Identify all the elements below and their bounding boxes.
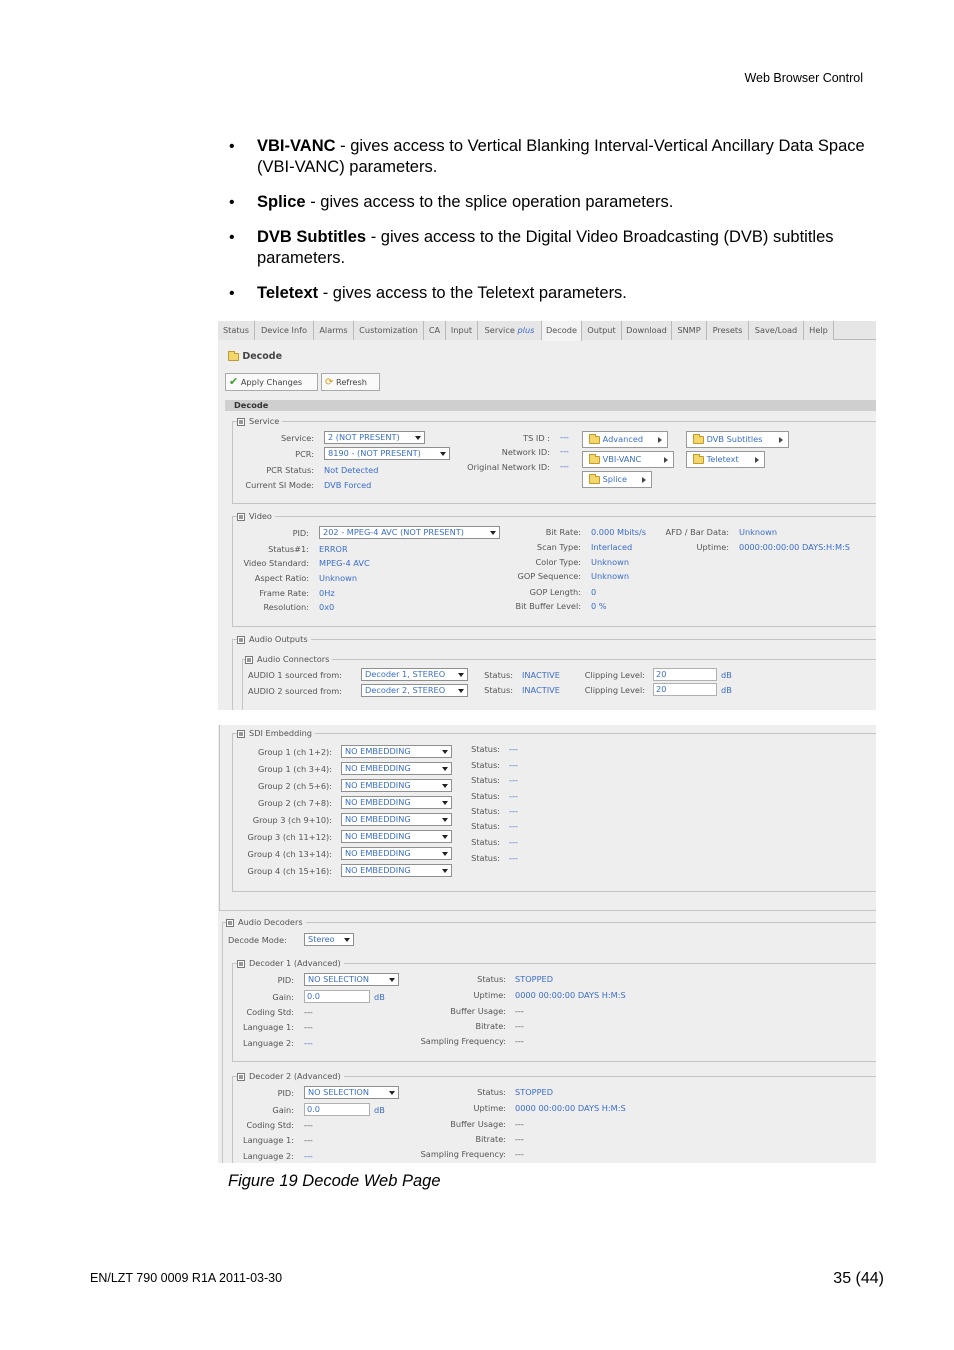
refresh-button[interactable]: ⟳ Refresh	[321, 373, 380, 391]
folder-icon	[693, 456, 704, 464]
ts-id-label: TS ID :	[523, 433, 550, 443]
vbi-vanc-button[interactable]: VBI-VANC	[582, 451, 674, 468]
video-standard-value: MPEG-4 AVC	[319, 558, 370, 568]
dropdown-arrow-icon	[490, 531, 496, 535]
audio2-source-select[interactable]: Decoder 2, STEREO	[361, 684, 468, 697]
resolution-label: Resolution:	[263, 602, 309, 612]
dropdown-arrow-icon	[442, 750, 448, 754]
decode-screenshot-bottom	[218, 725, 876, 1163]
audio2-status-label: Status:	[484, 685, 513, 695]
decoder-buffer-usage-value: ---	[515, 1119, 524, 1129]
decoder-status-label: Status:	[477, 974, 506, 984]
collapse-icon[interactable]	[226, 919, 234, 927]
sdi-status-label: Status:	[471, 775, 500, 785]
decoder-language2-label: Language 2:	[243, 1151, 294, 1161]
sdi-status-label: Status:	[471, 791, 500, 801]
decoder-pid-select[interactable]: NO SELECTION	[304, 973, 399, 986]
service-label: Service:	[280, 433, 314, 443]
dropdown-arrow-icon	[442, 869, 448, 873]
audio2-source-label: AUDIO 2 sourced from:	[248, 686, 342, 696]
gop-sequence-value: Unknown	[591, 571, 630, 581]
dropdown-arrow-icon	[389, 978, 395, 982]
check-icon: ✔	[229, 375, 239, 388]
dropdown-arrow-icon	[458, 673, 464, 677]
sdi-status-value: ---	[509, 837, 518, 847]
bullet-dvb-subtitles: • DVB Subtitles - gives access to the Digital Video Broadcasting (DVB) subtitles parameters.	[229, 227, 879, 269]
decode-screenshot-top	[218, 321, 876, 710]
footer-page-number: 35 (44)	[833, 1270, 884, 1287]
dropdown-arrow-icon	[442, 801, 448, 805]
dvb-subtitles-button[interactable]: DVB Subtitles	[686, 431, 789, 448]
decoder-gain-label: Gain:	[272, 1105, 294, 1115]
sdi-group-select[interactable]: NO EMBEDDING	[341, 813, 452, 826]
decoder-status-label: Status:	[477, 1087, 506, 1097]
decoder-buffer-usage-label: Buffer Usage:	[450, 1119, 506, 1129]
decoder-gain-input[interactable]: 0.0	[304, 1103, 370, 1116]
decoder-gain-label: Gain:	[272, 992, 294, 1002]
decode-mode-label: Decode Mode:	[228, 935, 287, 945]
sdi-status-value: ---	[509, 806, 518, 816]
decode-mode-select[interactable]: Stereo	[304, 933, 354, 946]
tab-help[interactable]: Help	[804, 321, 834, 340]
video-uptime-value: 0000:00:00:00 DAYS:H:M:S	[739, 542, 850, 552]
gop-length-value: 0	[591, 587, 597, 597]
audio2-status-value: INACTIVE	[522, 685, 560, 695]
decoder-status-value: STOPPED	[515, 974, 553, 984]
video-standard-label: Video Standard:	[243, 558, 309, 568]
sdi-group-label: Group 4 (ch 15+16):	[247, 866, 332, 876]
decoder-uptime-value: 0000 00:00:00 DAYS H:M:S	[515, 1103, 626, 1113]
dropdown-arrow-icon	[442, 852, 448, 856]
si-mode-value: DVB Forced	[324, 480, 372, 490]
video-uptime-label: Uptime:	[696, 542, 729, 552]
bit-rate-value: 0.000 Mbits/s	[591, 527, 647, 537]
audio2-clipping-unit: dB	[721, 685, 732, 695]
decoder-language2-value: ---	[304, 1038, 313, 1048]
collapse-icon[interactable]	[237, 513, 245, 521]
sdi-status-value: ---	[509, 760, 518, 770]
collapse-icon[interactable]	[245, 656, 253, 664]
resolution-value: 0x0	[319, 602, 335, 612]
bullet-list	[229, 136, 879, 318]
arrow-right-icon	[658, 437, 662, 443]
frame-rate-label: Frame Rate:	[259, 588, 309, 598]
sdi-group-label: Group 3 (ch 11+12):	[247, 832, 332, 842]
sdi-group-label: Group 1 (ch 3+4):	[257, 764, 332, 774]
sdi-status-label: Status:	[471, 760, 500, 770]
decoder-gain-input[interactable]: 0.0	[304, 990, 370, 1003]
audio1-source-select[interactable]: Decoder 1, STEREO	[361, 668, 468, 681]
tab-ca[interactable]: CA	[424, 321, 446, 340]
audio1-status-label: Status:	[484, 670, 513, 680]
audio1-source-label: AUDIO 1 sourced from:	[248, 670, 342, 680]
sdi-group-label: Group 1 (ch 1+2):	[257, 747, 332, 757]
decoder-language2-value: ---	[304, 1151, 313, 1161]
decoder-bitrate-label: Bitrate:	[475, 1134, 506, 1144]
decoder-language2-label: Language 2:	[243, 1038, 294, 1048]
dropdown-arrow-icon	[344, 938, 350, 942]
decoder-legend: Decoder 2 (Advanced)	[237, 1071, 344, 1081]
audio1-status-value: INACTIVE	[522, 670, 560, 680]
bit-buffer-level-value: 0 %	[591, 601, 607, 611]
sdi-group-label: Group 4 (ch 13+14):	[247, 849, 332, 859]
sdi-group-select[interactable]: NO EMBEDDING	[341, 830, 452, 843]
frame-rate-value: 0Hz	[319, 588, 335, 598]
dropdown-arrow-icon	[389, 1091, 395, 1095]
service-legend: Service	[237, 416, 282, 426]
video-status-label: Status#1:	[268, 544, 309, 554]
collapse-icon[interactable]	[237, 730, 245, 738]
color-type-value: Unknown	[591, 557, 630, 567]
sdi-group-select[interactable]: NO EMBEDDING	[341, 762, 452, 775]
decoder-coding-value: ---	[304, 1120, 313, 1130]
decoder-status-value: STOPPED	[515, 1087, 553, 1097]
sdi-group-label: Group 2 (ch 7+8):	[257, 798, 332, 808]
sdi-group-select[interactable]: NO EMBEDDING	[341, 796, 452, 809]
scan-type-value: Interlaced	[591, 542, 633, 552]
sdi-status-label: Status:	[471, 837, 500, 847]
decoder-coding-label: Coding Std:	[246, 1007, 294, 1017]
pcr-status-value: Not Detected	[324, 465, 379, 475]
dropdown-arrow-icon	[442, 767, 448, 771]
sdi-group-select[interactable]: NO EMBEDDING	[341, 779, 452, 792]
decoder-coding-value: ---	[304, 1007, 313, 1017]
pcr-select[interactable]: 8190 - (NOT PRESENT)	[324, 447, 450, 460]
dropdown-arrow-icon	[440, 452, 446, 456]
sdi-embedding-legend: SDI Embedding	[237, 728, 315, 738]
tab-presets[interactable]: Presets	[707, 321, 749, 340]
tab-output[interactable]: Output	[582, 321, 622, 340]
gop-sequence-label: GOP Sequence:	[517, 571, 581, 581]
sdi-group-label: Group 3 (ch 9+10):	[252, 815, 332, 825]
folder-icon	[693, 436, 704, 444]
decoder-sampling-frequency-label: Sampling Frequency:	[420, 1149, 506, 1159]
audio-connectors-legend: Audio Connectors	[245, 654, 332, 664]
tab-snmp[interactable]: SNMP	[672, 321, 707, 340]
audio1-clipping-unit: dB	[721, 670, 732, 680]
decoder-legend: Decoder 1 (Advanced)	[237, 958, 344, 968]
tab-alarms[interactable]: Alarms	[314, 321, 354, 340]
audio2-clipping-input[interactable]: 20	[653, 683, 717, 696]
tab-device-info[interactable]: Device Info	[255, 321, 314, 340]
sdi-group-select[interactable]: NO EMBEDDING	[341, 847, 452, 860]
decoder-language1-value: ---	[304, 1135, 313, 1145]
decoder-pid-label: PID:	[277, 975, 294, 985]
decoder-language1-value: ---	[304, 1022, 313, 1032]
ts-id-value: ---	[560, 432, 569, 442]
dropdown-arrow-icon	[442, 835, 448, 839]
collapse-icon[interactable]	[237, 1073, 245, 1081]
sdi-status-value: ---	[509, 744, 518, 754]
original-network-id-value: ---	[560, 461, 569, 471]
apply-changes-button[interactable]: ✔ Apply Changes	[225, 373, 318, 391]
figure-caption: Figure 19 Decode Web Page	[228, 1172, 441, 1190]
arrow-right-icon	[642, 477, 646, 483]
sdi-group-select[interactable]: NO EMBEDDING	[341, 864, 452, 877]
audio-outputs-legend: Audio Outputs	[237, 634, 311, 644]
sdi-group-select[interactable]: NO EMBEDDING	[341, 745, 452, 758]
bullet-teletext: • Teletext - gives access to the Teletext parameters.	[229, 283, 879, 304]
arrow-right-icon	[779, 437, 783, 443]
network-id-label: Network ID:	[501, 447, 550, 457]
arrow-right-icon	[664, 457, 668, 463]
tab-input[interactable]: Input	[446, 321, 478, 340]
scan-type-label: Scan Type:	[536, 542, 581, 552]
footer-doc-id: EN/LZT 790 0009 R1A 2011-03-30	[90, 1271, 283, 1285]
audio1-clipping-input[interactable]: 20	[653, 668, 717, 681]
sdi-status-value: ---	[509, 821, 518, 831]
decoder-uptime-value: 0000 00:00:00 DAYS H:M:S	[515, 990, 626, 1000]
refresh-icon: ⟳	[325, 377, 334, 388]
decoder-coding-label: Coding Std:	[246, 1120, 294, 1130]
sdi-status-label: Status:	[471, 744, 500, 754]
bullet-splice: • Splice - gives access to the splice operation parameters.	[229, 192, 879, 213]
sdi-status-label: Status:	[471, 853, 500, 863]
original-network-id-label: Original Network ID:	[467, 462, 550, 472]
gop-length-label: GOP Length:	[529, 587, 581, 597]
bit-buffer-level-label: Bit Buffer Level:	[515, 601, 581, 611]
bit-rate-label: Bit Rate:	[545, 527, 581, 537]
audio1-clipping-label: Clipping Level:	[584, 670, 645, 680]
decoder-buffer-usage-value: ---	[515, 1006, 524, 1016]
folder-icon	[228, 353, 239, 361]
sdi-group-label: Group 2 (ch 5+6):	[257, 781, 332, 791]
splice-button[interactable]: Splice	[582, 471, 652, 488]
pcr-status-label: PCR Status:	[266, 465, 314, 475]
si-mode-label: Current SI Mode:	[245, 480, 314, 490]
tab-download[interactable]: Download	[622, 321, 672, 340]
afd-bar-data-value: Unknown	[739, 527, 778, 537]
tab-save-load[interactable]: Save/Load	[749, 321, 804, 340]
decoder-language1-label: Language 1:	[243, 1135, 294, 1145]
decoder-buffer-usage-label: Buffer Usage:	[450, 1006, 506, 1016]
tab-service-plus[interactable]: Service plus	[478, 321, 542, 340]
dropdown-arrow-icon	[442, 784, 448, 788]
folder-icon	[589, 476, 600, 484]
folder-icon	[589, 456, 600, 464]
decoder-bitrate-value: ---	[515, 1021, 524, 1031]
decoder-sampling-frequency-label: Sampling Frequency:	[420, 1036, 506, 1046]
video-pid-select[interactable]: 202 - MPEG-4 AVC (NOT PRESENT)	[319, 526, 500, 539]
sdi-status-value: ---	[509, 791, 518, 801]
video-legend: Video	[237, 511, 275, 521]
sdi-status-label: Status:	[471, 821, 500, 831]
aspect-ratio-label: Aspect Ratio:	[254, 573, 309, 583]
sdi-status-label: Status:	[471, 806, 500, 816]
audio-decoders-legend: Audio Decoders	[226, 917, 306, 927]
afd-bar-data-label: AFD / Bar Data:	[665, 527, 729, 537]
decode-section-header: Decode	[225, 400, 876, 411]
folder-icon	[589, 436, 600, 444]
tab-status[interactable]: Status	[218, 321, 255, 340]
bullet-vbi-vanc: • VBI-VANC - gives access to Vertical Blanking Interval-Vertical Ancillary Data Space (VBI-VANC) parameters.	[229, 136, 879, 178]
running-header: Web Browser Control	[744, 71, 863, 85]
decoder-uptime-label: Uptime:	[473, 990, 506, 1000]
decoder-uptime-label: Uptime:	[473, 1103, 506, 1113]
collapse-icon[interactable]	[237, 418, 245, 426]
service-select[interactable]: 2 (NOT PRESENT)	[324, 431, 425, 444]
aspect-ratio-value: Unknown	[319, 573, 358, 583]
decoder-gain-unit: dB	[374, 992, 385, 1002]
sdi-status-value: ---	[509, 775, 518, 785]
tab-decode[interactable]: Decode	[542, 321, 582, 341]
decoder-bitrate-label: Bitrate:	[475, 1021, 506, 1031]
video-pid-label: PID:	[292, 528, 309, 538]
advanced-button[interactable]: Advanced	[582, 431, 668, 448]
network-id-value: ---	[560, 446, 569, 456]
teletext-button[interactable]: Teletext	[686, 451, 765, 468]
video-status-value: ERROR	[319, 544, 348, 554]
arrow-right-icon	[755, 457, 759, 463]
decoder-sampling-frequency-value: ---	[515, 1149, 524, 1159]
color-type-label: Color Type:	[535, 557, 581, 567]
pcr-label: PCR:	[295, 449, 314, 459]
dropdown-arrow-icon	[415, 436, 421, 440]
audio2-clipping-label: Clipping Level:	[584, 685, 645, 695]
dropdown-arrow-icon	[442, 818, 448, 822]
tab-customization[interactable]: Customization	[354, 321, 424, 340]
collapse-icon[interactable]	[237, 960, 245, 968]
dropdown-arrow-icon	[458, 689, 464, 693]
decoder-pid-select[interactable]: NO SELECTION	[304, 1086, 399, 1099]
page-title: Decode	[228, 351, 282, 362]
decoder-language1-label: Language 1:	[243, 1022, 294, 1032]
collapse-icon[interactable]	[237, 636, 245, 644]
decoder-gain-unit: dB	[374, 1105, 385, 1115]
decoder-sampling-frequency-value: ---	[515, 1036, 524, 1046]
tab-bar	[218, 321, 876, 340]
sdi-status-value: ---	[509, 853, 518, 863]
decoder-bitrate-value: ---	[515, 1134, 524, 1144]
decoder-pid-label: PID:	[277, 1088, 294, 1098]
